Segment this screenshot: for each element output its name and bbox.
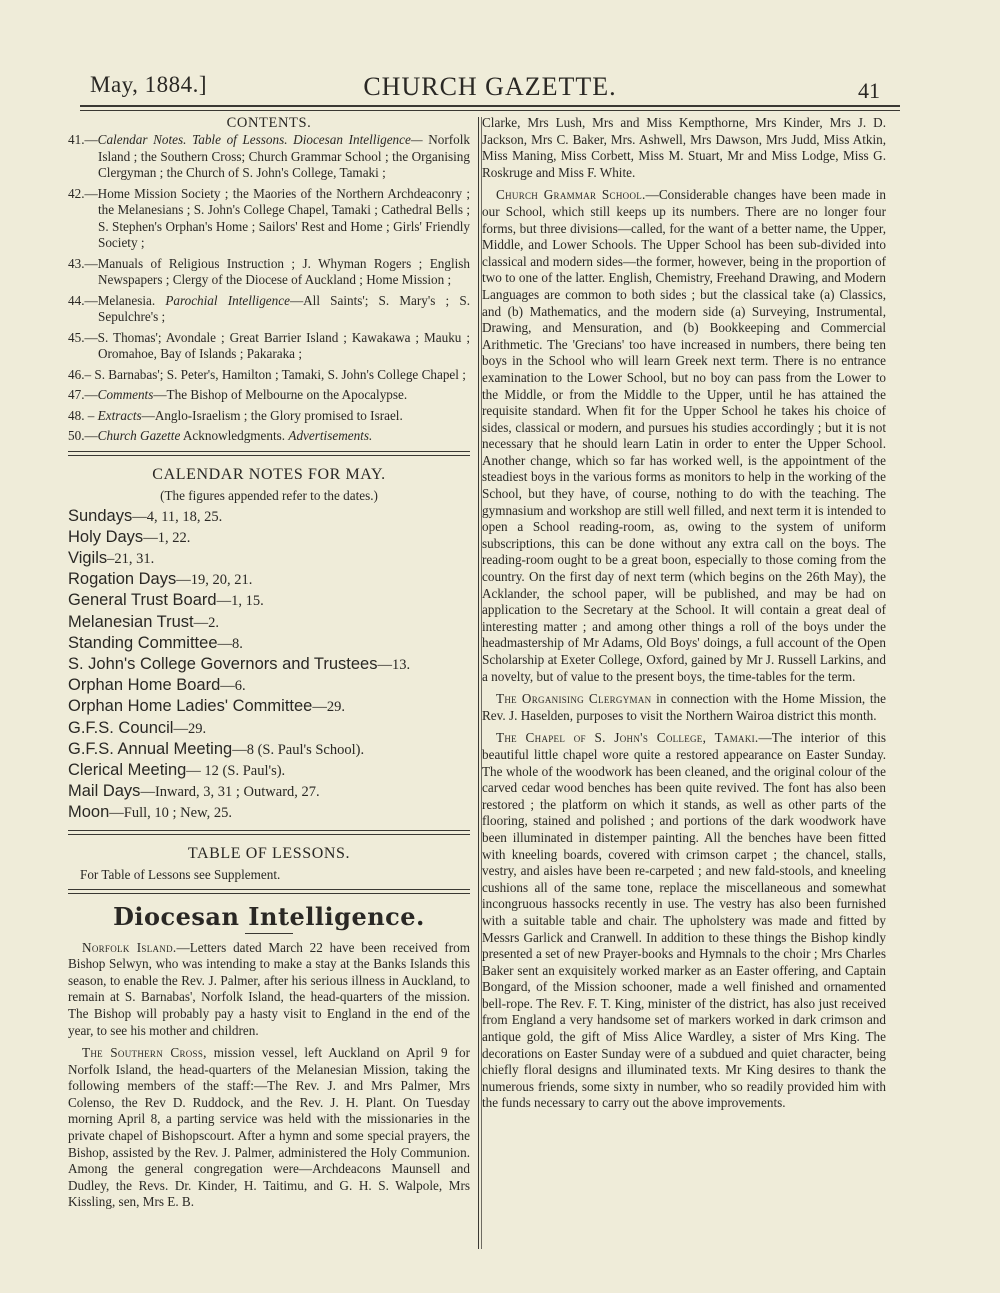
calendar-item: Rogation Days—19, 20, 21. <box>68 570 253 589</box>
left-column <box>68 115 470 1217</box>
contents-entry: 48. – Extracts—Anglo-Israelism ; the Glory promised to Israel. <box>68 407 403 423</box>
calendar-item: Standing Committee—8. <box>68 633 243 652</box>
contents-entry: 50.—Church Gazette Acknowledgments. Advertisements. <box>68 428 373 443</box>
header-rule-thin <box>80 110 900 111</box>
calendar-item: Sundays—4, 11, 18, 25. <box>68 506 223 525</box>
calendar-item: Orphan Home Board—6. <box>68 676 246 695</box>
calendar-item: G.F.S. Annual Meeting—8 (S. Paul's School). <box>68 739 365 758</box>
article-paragraph: The Southern Cross, mission vessel, left Auckland on April 9 for Norfolk Island, the head-quarters of the Melanesian Mission, taking the following members of the staff:—The Rev. J. and Mrs Palmer, Mrs Colenso, the Rev D. Ruddock, and the Rev. J. H. Plant. On Tuesday morning April 8, a parting service was held with the missionaries in the private chapel of Bishopscourt. After a hymn and some special prayers, the Bishop, assisted by the Rev. J. Palmer, administered the Holy Communion. Among the general congregation were—Archdeacons Maunsell and Dudley, the Revs. Dr. Kinder, H. Taitimu, and G. H. S. Walpole, Mrs Kissling, sen, Mrs E. B. <box>68 1045 470 1210</box>
calendar-item: Clerical Meeting— 12 (S. Paul's). <box>68 760 286 779</box>
page-number: 41 <box>858 78 880 103</box>
section-rule <box>68 830 470 835</box>
contents-entry: 44.—Melanesia. Parochial Intelligence—All Saints'; S. Mary's ; S. Sepulchre's ; <box>68 292 470 324</box>
calendar-item: G.F.S. Council—29. <box>68 718 207 737</box>
calendar-subheading: (The figures appended refer to the dates.) <box>160 487 378 503</box>
column-divider <box>478 117 479 1249</box>
contents-entry: 43.—Manuals of Religious Instruction ; J. Whyman Rogers ; English Newspapers ; Clergy of the Diocese of Auckland ; Home Mission ; <box>68 255 470 287</box>
lessons-note: For Table of Lessons see Supplement. <box>80 866 281 882</box>
contents-heading: CONTENTS. <box>226 115 312 131</box>
contents-entry: 46.– S. Barnabas'; S. Peter's, Hamilton ; Tamaki, S. John's College Chapel ; <box>68 366 466 382</box>
calendar-heading: CALENDAR NOTES FOR MAY. <box>152 465 386 483</box>
gazette-page <box>60 60 920 1210</box>
article-paragraph: Norfolk Island.—Letters dated March 22 have been received from Bishop Selwyn, who was intending to make a stay at the Banks Islands this season, to enable the Rev. J. Palmer, after his serious illness in Auckland, to remain at S. Barnabas', Norfolk Island, the head-quarters of the mission. The Bishop will probably pay a hasty visit to England in the end of the year, to see his mother and children. <box>68 939 470 1038</box>
article-paragraph: The Chapel of S. John's College, Tamaki.—The interior of this beautiful little chapel wore quite a restored appearance on Easter Sunday. The whole of the woodwork has been cleaned, and the original colour of the carved cedar wood benches has been quite revived. The font has also been restored ; the platform on which it stands, as well as other parts of the flooring, stained and polished ; and portions of the dark woodwork have been illuminated in distemper painting. All the benches have been fitted with kneeling boards, covered with crimson carpet ; the chancel, stalls, vestry, and aisles have been re-carpeted ; and new fald-stools, and kneeling cushions all of the same tone, replace the miscellaneous and somewhat incongruous hassocks recently in use. The vestry has also been furnished with a suitable table and chair. The upholstery was made and fitted by Messrs Garlick and Cranwell. In addition to these things the Bishop kindly presented a set of new Prayer-books and Hymnals to the choir ; Mrs Charles Baker sent an exquisitely worked marker as an Easter offering, and Captain Bongard, of the Mission schooner, made a well finished and ornamented bell-rope. The Rev. F. T. King, minister of the district, has also just received from England a very handsome set of markers worked in dark crimson and antique gold, the gift of Miss Alice Wardley, a sister of Mrs King. The decorations on Easter Sunday were of a subdued and quiet character, being chiefly floral designs and illuminated texts. Mr King desires to thank the numerous friends, some sixty in number, who so readily provided him with the funds necessary to carry out the above improvements. <box>482 730 886 1111</box>
calendar-item: Orphan Home Ladies' Committee—29. <box>68 697 345 716</box>
heading-rule <box>245 933 293 934</box>
contents-entry: 45.—S. Thomas'; Avondale ; Great Barrier Island ; Kawakawa ; Mauku ; Oromahoe, Bay of Islands ; Pakaraka ; <box>68 329 470 361</box>
publication-title: CHURCH GAZETTE. <box>363 72 617 101</box>
article-paragraph: Clarke, Mrs Lush, Mrs and Miss Kempthorne, Mrs Kinder, Mrs J. D. Jackson, Mrs C. Baker, Mrs. Ashwell, Mrs Dawson, Mrs Judd, Miss Atkin, Miss Maning, Miss Corbett, Miss M. Stuart, Mr and Miss Lodge, Miss G. Roskruge and Miss F. White. <box>482 115 886 180</box>
section-rule <box>68 889 470 894</box>
calendar-item: Vigils–21, 31. <box>68 548 155 567</box>
page-header <box>60 60 920 112</box>
contents-entry: 47.—Comments—The Bishop of Melbourne on the Apocalypse. <box>68 387 408 402</box>
contents-entry: 41.—Calendar Notes. Table of Lessons. Diocesan Intelligence— Norfolk Island ; the Southern Cross; Church Grammar School ; the Organising Clergyman ; the Church of S. John's College, Tamaki ; <box>68 132 470 180</box>
diocesan-heading: Diocesan Intelligence. <box>113 901 425 931</box>
calendar-item: Holy Days—1, 22. <box>68 527 191 546</box>
calendar-item: Melanesian Trust—2. <box>68 612 220 631</box>
calendar-item: S. John's College Governors and Trustees—13. <box>68 654 411 673</box>
header-rule <box>80 105 900 107</box>
calendar-list <box>68 506 470 824</box>
calendar-item: Moon—Full, 10 ; New, 25. <box>68 803 232 822</box>
article-paragraph: The Organising Clergyman in connection with the Home Mission, the Rev. J. Haselden, purposes to visit the Northern Wairoa district this month. <box>482 691 887 723</box>
calendar-item: General Trust Board—1, 15. <box>68 591 264 610</box>
article-paragraph: Church Grammar School.—Considerable changes have been made in our School, which still keeps up its numbers. There are no longer four forms, but three divisions—called, for the want of a better name, the Upper, Middle, and Lower Schools. The Upper School has been sub-divided into classical and modern sides—the former, however, being in the proportion of two to one of the latter. English, Chemistry, Freehand Drawing, and Modern Languages are common to both sides ; but the classical take (a) Classics, and (b) Mathematics, and the modern side (a) Surveying, Instrumental, Drawing, and Mensuration, and (b) Bookkeeping and Commercial Arithmetic. The 'Grecians' too have increased in numbers, there being ten boys in the School who will learn Greek next term. There is no entrance examination to the Lower School, but no boy can pass from the Lower to the Middle, or from the Middle to the Upper, until he has attained the requisite standard. When fit for the Upper School he takes his choice of sides, classical or modern, and pursues his studies accordingly ; but it is not necessary that he should learn Latin in order to enter the Upper School. Another change, which so far has worked well, is the appointment of the steadiest boys in the various forms as monitors to help in the working of the School, but they have, of course, nothing to do with the teaching. The gymnasium and workshop are still well filled, and next term it is intended to open a School reading-room, as, owing to the system of uniform subscriptions, this can be done without any extra call on the boys. The reading-room ought to be a great boon, especially to those coming from the country. On the first day of next term (which begins on the 26th May), the Acklander, the school paper, will be published, and may be had on application to the Secretary at the School. It will contain a great deal of interesting matter ; and among other things a roll of the boys under the headmastership of Mr Adams, Old Boys' doings, a full account of the Open Scholarship at Exeter College, Oxford, gained by Mr J. Russell Larkins, and a novelty, but of value to the present boys, the time-tables for the term. <box>482 187 886 684</box>
contents-entry: 42.—Home Mission Society ; the Maories of the Northern Archdeaconry ; the Melanesians ; S. John's College Chapel, Tamaki ; Cathedral Bells ; S. Stephen's Orphan's Home ; Sailors' Rest and Home ; Girls' Friendly Society ; <box>68 185 470 250</box>
section-rule <box>68 451 470 456</box>
lessons-heading: TABLE OF LESSONS. <box>187 844 351 862</box>
issue-date: May, 1884.] <box>90 72 208 97</box>
contents-list <box>68 132 470 445</box>
calendar-item: Mail Days—Inward, 3, 31 ; Outward, 27. <box>68 782 320 801</box>
right-column <box>482 115 886 1118</box>
